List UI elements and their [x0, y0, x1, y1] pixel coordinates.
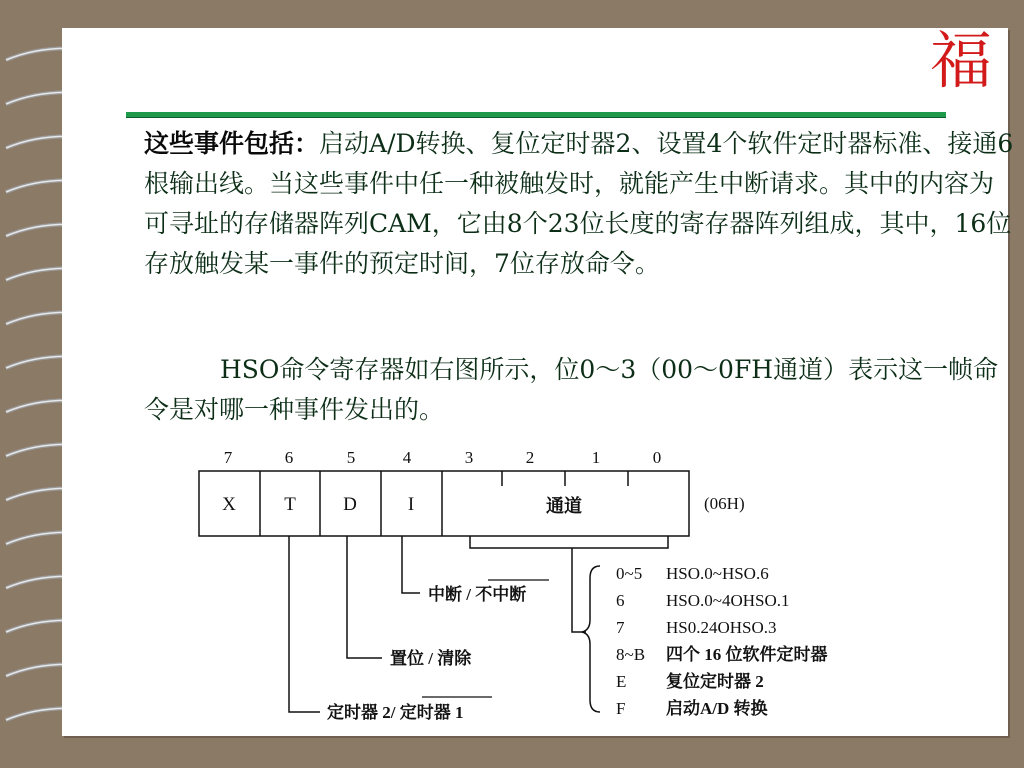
channel-desc: HSO.0~HSO.6 — [666, 564, 769, 583]
channel-code: 7 — [616, 618, 625, 637]
bit-number: 2 — [525, 448, 535, 467]
bit-number: 3 — [464, 448, 474, 467]
bit-number: 1 — [591, 448, 601, 467]
interrupt-overline: 不中断 — [475, 585, 527, 604]
register-box — [199, 471, 689, 536]
channel-brace — [582, 566, 600, 712]
channel-table — [616, 564, 828, 718]
cell-x: X — [222, 494, 236, 515]
bit-number: 6 — [284, 448, 294, 467]
cell-t: T — [284, 494, 296, 515]
paragraph-hso: HSO命令寄存器如右图所示，位0～3（00～0FH通道）表示这一帧命令是对哪一种事件发出的。 — [144, 355, 999, 424]
fu-glyph: 福 — [930, 24, 993, 97]
bit-number: 5 — [346, 448, 356, 467]
channel-code: E — [616, 672, 627, 691]
cell-i: I — [407, 494, 415, 515]
cell-channel: 通道 — [546, 496, 582, 516]
channel-desc: 复位定时器 2 — [666, 672, 764, 691]
timer-prefix: 定时器 2/ — [327, 703, 400, 722]
channel-desc: HSO.0~4OHSO.1 — [666, 591, 790, 610]
channel-desc: HS0.24OHSO.3 — [666, 618, 777, 637]
channel-desc: 四个 16 位软件定时器 — [666, 645, 828, 664]
paragraph-body: 启动A/D转换、复位定时器2、设置4个软件定时器标准、接通6根输出线。当这些事件中任一种被触发时，就能产生中断请求。其中的内容为可寻址的存储器阵列CAM，它由8个23位长度的寄存器阵列组成，其中，16位存放触发某一事件的预定时间，7位存放命令。 — [144, 129, 1014, 278]
channel-desc: 启动A/D 转换 — [666, 699, 768, 718]
interrupt-prefix: 中断 / — [428, 585, 476, 604]
channel-code: 8~B — [616, 645, 646, 664]
bit-number: 7 — [223, 448, 233, 467]
interrupt-label — [428, 584, 526, 604]
channel-code: 6 — [616, 591, 625, 610]
timer-overline: 定时器 1 — [399, 703, 464, 722]
bit-number: 0 — [652, 448, 662, 467]
channel-code: F — [616, 699, 626, 718]
paragraph-lead: 这些事件包括： — [144, 129, 320, 158]
cell-d: D — [343, 494, 357, 515]
timer-label — [327, 702, 463, 722]
bit-number: 4 — [402, 448, 412, 467]
address-label: (06H) — [704, 494, 745, 513]
channel-code: 0~5 — [616, 564, 643, 583]
set-clear-label: 置位 / 清除 — [390, 649, 472, 668]
